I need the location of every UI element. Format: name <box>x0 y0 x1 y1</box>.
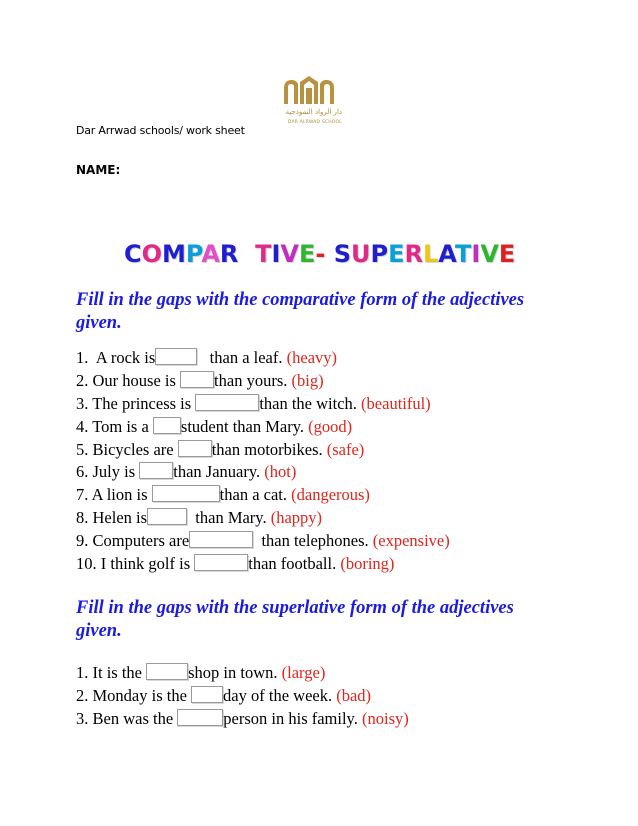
adjective-hint: (hot) <box>264 462 297 482</box>
exercise-item <box>76 370 450 393</box>
title-letter: T <box>455 240 472 268</box>
adjective-hint: (heavy) <box>286 348 338 367</box>
answer-gap-box[interactable] <box>177 709 223 726</box>
exercise-item <box>76 439 450 462</box>
adjective-hint: (boring) <box>340 554 395 574</box>
title-letter: E <box>498 240 516 268</box>
exercise-item <box>76 507 450 530</box>
exercise-item <box>76 484 450 507</box>
exercise-text-before: 9. Computers are <box>76 531 190 551</box>
exercise-item <box>76 461 450 484</box>
adjective-hint: (bad) <box>336 685 372 705</box>
exercise-text-after: than yours. <box>214 370 292 390</box>
exercise-text-before: 3. Ben was the <box>76 708 178 728</box>
exercise-text-after: than telephones. <box>253 531 373 551</box>
title-letter <box>325 240 333 268</box>
exercise-item <box>76 347 450 370</box>
answer-gap-box[interactable] <box>139 462 173 479</box>
exercise-text-before: 5. Bicycles are <box>76 439 178 459</box>
answer-gap-box[interactable] <box>191 686 223 703</box>
exercise-item <box>76 530 450 553</box>
exercise-item <box>76 708 409 731</box>
title-letter: - <box>315 240 326 268</box>
adjective-hint: (beautiful) <box>361 393 431 413</box>
school-logo-icon <box>276 74 342 108</box>
exercise-text-after: than motorbikes. <box>211 439 327 459</box>
title-letter: R <box>404 240 423 268</box>
title-letter: M <box>162 240 186 268</box>
adjective-hint: (happy) <box>270 508 323 528</box>
school-header: Dar Arrwad schools/ work sheet <box>76 124 245 137</box>
title-letter: R <box>219 240 239 268</box>
exercise-text-before: 2. Monday is the <box>76 685 192 705</box>
exercise-text-after: than a cat. <box>219 485 292 505</box>
exercise-item <box>76 685 409 708</box>
title-letter: E <box>298 240 316 268</box>
exercise-item <box>76 553 450 576</box>
adjective-hint: (large) <box>281 663 326 682</box>
answer-gap-box[interactable] <box>194 554 248 571</box>
exercise-text-before: 10. I think golf is <box>76 554 195 574</box>
exercise-text-after: than Mary. <box>187 508 271 528</box>
exercise-item <box>76 416 450 439</box>
title-letter: I <box>271 240 281 268</box>
exercise-text-before: 3. The princess is <box>76 393 196 413</box>
logo-arabic-text: دار الرواد النموذجية <box>285 108 342 116</box>
exercise-text-after: than January. <box>173 462 265 482</box>
exercise-text-after: than football. <box>248 554 341 574</box>
adjective-hint: (good) <box>308 416 353 436</box>
exercise-text-before: 2. Our house is <box>76 370 181 390</box>
exercise-text-before: 8. Helen is <box>76 508 148 528</box>
comparative-instruction: Fill in the gaps with the comparative form of the adjectives given. <box>76 290 525 333</box>
title-letter: A <box>201 240 220 268</box>
answer-gap-box[interactable] <box>189 531 253 548</box>
title-letter: O <box>141 240 163 268</box>
answer-gap-box[interactable] <box>178 440 212 457</box>
exercise-text-before: 1. A rock is <box>76 348 156 367</box>
title-letter: L <box>423 240 439 268</box>
adjective-hint: (expensive) <box>372 531 450 551</box>
title-letter: T <box>255 240 272 268</box>
title-letter: V <box>480 240 499 268</box>
answer-gap-box[interactable] <box>153 417 181 434</box>
title-letter <box>247 240 255 268</box>
exercise-text-before: 7. A lion is <box>76 485 152 505</box>
title-letter <box>238 240 246 268</box>
answer-gap-box[interactable] <box>180 371 214 388</box>
superlative-exercise-list <box>76 662 409 731</box>
school-logo <box>276 74 342 130</box>
title-letter: A <box>438 240 456 268</box>
answer-gap-box[interactable] <box>155 348 197 365</box>
exercise-item <box>76 662 409 685</box>
name-label: NAME: <box>76 163 121 177</box>
exercise-text-after: student than Mary. <box>180 416 309 436</box>
superlative-instruction: Fill in the gaps with the superlative form of the adjectives given. <box>76 598 514 641</box>
title-letter: S <box>333 240 352 268</box>
comparative-exercise-list <box>76 347 450 576</box>
exercise-text-after: than the witch. <box>259 393 362 413</box>
title-letter: P <box>370 240 389 268</box>
title-letter: P <box>185 240 202 268</box>
exercise-text-after: than a leaf. <box>197 348 287 367</box>
logo-english-text: DAR ALRWAD SCHOOL <box>287 120 342 125</box>
title-letter: C <box>124 240 142 268</box>
answer-gap-box[interactable] <box>147 508 187 525</box>
exercise-text-before: 4. Tom is a <box>76 416 153 436</box>
exercise-text-after: shop in town. <box>188 663 282 682</box>
adjective-hint: (big) <box>291 370 324 390</box>
adjective-hint: (dangerous) <box>291 485 370 505</box>
title-letter: V <box>280 240 299 268</box>
exercise-text-after: person in his family. <box>223 708 362 728</box>
exercise-text-before: 6. July is <box>76 462 140 482</box>
title-letter: I <box>471 240 481 268</box>
answer-gap-box[interactable] <box>195 394 259 411</box>
exercise-text-before: 1. It is the <box>76 663 147 682</box>
exercise-text-after: day of the week. <box>223 685 337 705</box>
adjective-hint: (noisy) <box>361 708 409 728</box>
exercise-item <box>76 393 450 416</box>
title-letter: U <box>351 240 371 268</box>
answer-gap-box[interactable] <box>152 485 220 502</box>
answer-gap-box[interactable] <box>146 663 188 680</box>
worksheet-title <box>124 240 515 268</box>
title-letter: E <box>388 240 405 268</box>
adjective-hint: (safe) <box>326 439 365 459</box>
